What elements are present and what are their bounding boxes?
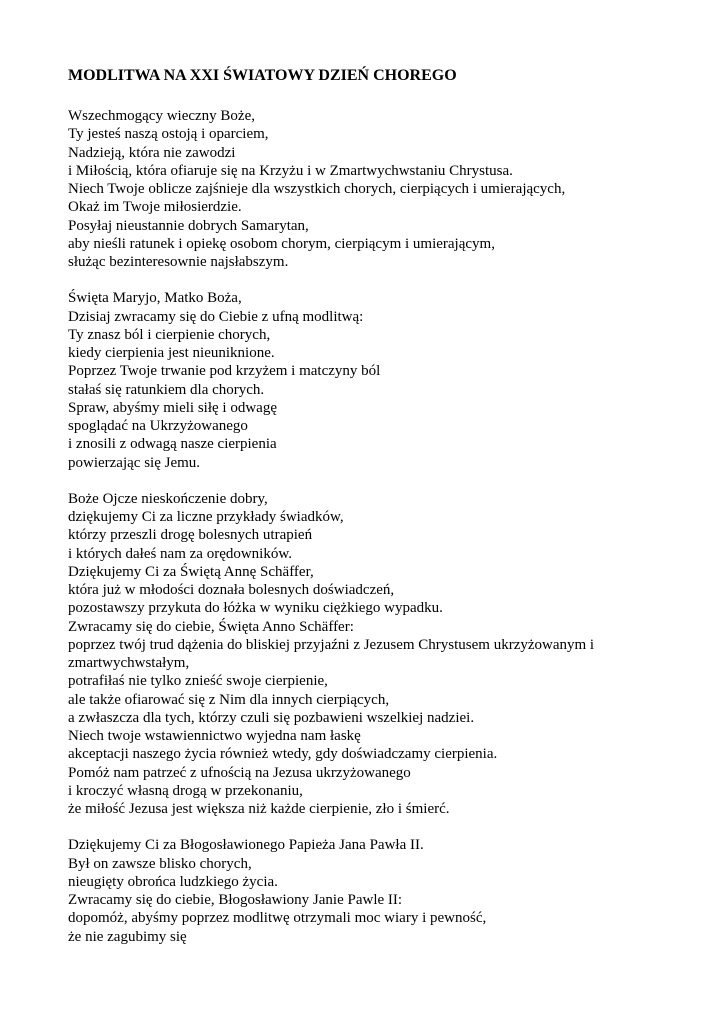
prayer-line: Zwracamy się do ciebie, Błogosławiony Janie Pawle II:	[68, 892, 403, 908]
prayer-line: stałaś się ratunkiem dla chorych.	[68, 381, 265, 398]
prayer-line: Dzisiaj zwracamy się do Ciebie z ufną modlitwą:	[68, 308, 364, 325]
prayer-line: Był on zawsze blisko chorych,	[68, 855, 252, 872]
prayer-line: służąc bezinteresownie najsłabszym.	[68, 254, 289, 270]
prayer-line: i Miłością, która ofiaruje się na Krzyżu i w Zmartwychwstaniu Chrystusa.	[68, 162, 513, 179]
prayer-line: Boże Ojcze nieskończenie dobry,	[68, 490, 268, 507]
prayer-line: że miłość Jezusa jest większa niż każde cierpienie, zło i śmierć.	[68, 801, 450, 817]
prayer-line: którzy przeszli drogę bolesnych utrapień	[68, 527, 313, 544]
prayer-line: która już w młodości doznała bolesnych doświadczeń,	[68, 582, 395, 598]
prayer-stanza-2	[68, 289, 708, 472]
prayer-stanza-4	[68, 836, 708, 946]
prayer-line: Niech twoje wstawiennictwo wyjedna nam łaskę	[68, 728, 361, 744]
prayer-line: i których dałeś nam za orędowników.	[68, 545, 292, 562]
prayer-line: i znosili z odwagą nasze cierpienia	[68, 436, 277, 453]
prayer-line: Dziękujemy Ci za Błogosławionego Papieża Jana Pawła II.	[68, 837, 424, 854]
prayer-line: Posyłaj nieustannie dobrych Samarytan,	[68, 217, 309, 234]
prayer-line: ale także ofiarować się z Nim dla innych cierpiących,	[68, 691, 390, 708]
prayer-line: Ty jesteś naszą ostoją i oparciem,	[68, 126, 269, 143]
prayer-line: powierzając się Jemu.	[68, 454, 201, 471]
prayer-line: Dziękujemy Ci za Świętą Annę Schäffer,	[68, 563, 314, 580]
prayer-line: Niech Twoje oblicze zajśnieje dla wszystkich chorych, cierpiących i umierających,	[68, 181, 566, 197]
prayer-line: Zwracamy się do ciebie, Święta Anno Schäffer:	[68, 618, 354, 635]
prayer-line: spoglądać na Ukrzyżowanego	[68, 418, 248, 434]
prayer-line: zmartwychwstałym,	[68, 655, 190, 671]
prayer-line: a zwłaszcza dla tych, którzy czuli się pozbawieni wszelkiej nadziei.	[68, 709, 475, 726]
prayer-line: dopomóż, abyśmy poprzez modlitwę otrzymali moc wiary i pewność,	[68, 910, 487, 927]
prayer-line: poprzez twój trud dążenia do bliskiej przyjaźni z Jezusem Chrystusem ukrzyżowanym i	[68, 636, 595, 653]
prayer-stanza-3	[68, 490, 708, 819]
prayer-line: akceptacji naszego życia również wtedy, gdy doświadczamy cierpienia.	[68, 746, 498, 763]
prayer-line: aby nieśli ratunek i opiekę osobom chorym, cierpiącym i umierającym,	[68, 235, 495, 252]
document-page	[68, 66, 708, 964]
prayer-line: Święta Maryjo, Matko Boża,	[68, 290, 242, 307]
prayer-line: pozostawszy przykuta do łóżka w wyniku ciężkiego wypadku.	[68, 600, 443, 617]
document-title: MODLITWA NA XXI ŚWIATOWY DZIEŃ CHOREGO	[68, 67, 457, 84]
prayer-line: Okaż im Twoje miłosierdzie.	[68, 199, 242, 216]
prayer-line: Pomóż nam patrzeć z ufnością na Jezusa ukrzyżowanego	[68, 764, 411, 781]
prayer-stanza-1	[68, 107, 708, 271]
prayer-line: Wszechmogący wieczny Boże,	[68, 108, 255, 124]
prayer-line: Nadzieją, która nie zawodzi	[68, 144, 236, 161]
prayer-line: dziękujemy Ci za liczne przykłady świadków,	[68, 509, 344, 525]
prayer-line: Poprzez Twoje trwanie pod krzyżem i matczyny ból	[68, 363, 381, 380]
prayer-line: Spraw, abyśmy mieli siłę i odwagę	[68, 399, 277, 416]
prayer-line: nieugięty obrońca ludzkiego życia.	[68, 873, 278, 890]
prayer-line: kiedy cierpienia jest nieuniknione.	[68, 345, 275, 361]
prayer-line: Ty znasz ból i cierpienie chorych,	[68, 326, 271, 343]
prayer-line: i kroczyć własną drogą w przekonaniu,	[68, 782, 303, 799]
prayer-line: potrafiłaś nie tylko znieść swoje cierpienie,	[68, 673, 328, 690]
prayer-line: że nie zagubimy się	[68, 928, 187, 945]
